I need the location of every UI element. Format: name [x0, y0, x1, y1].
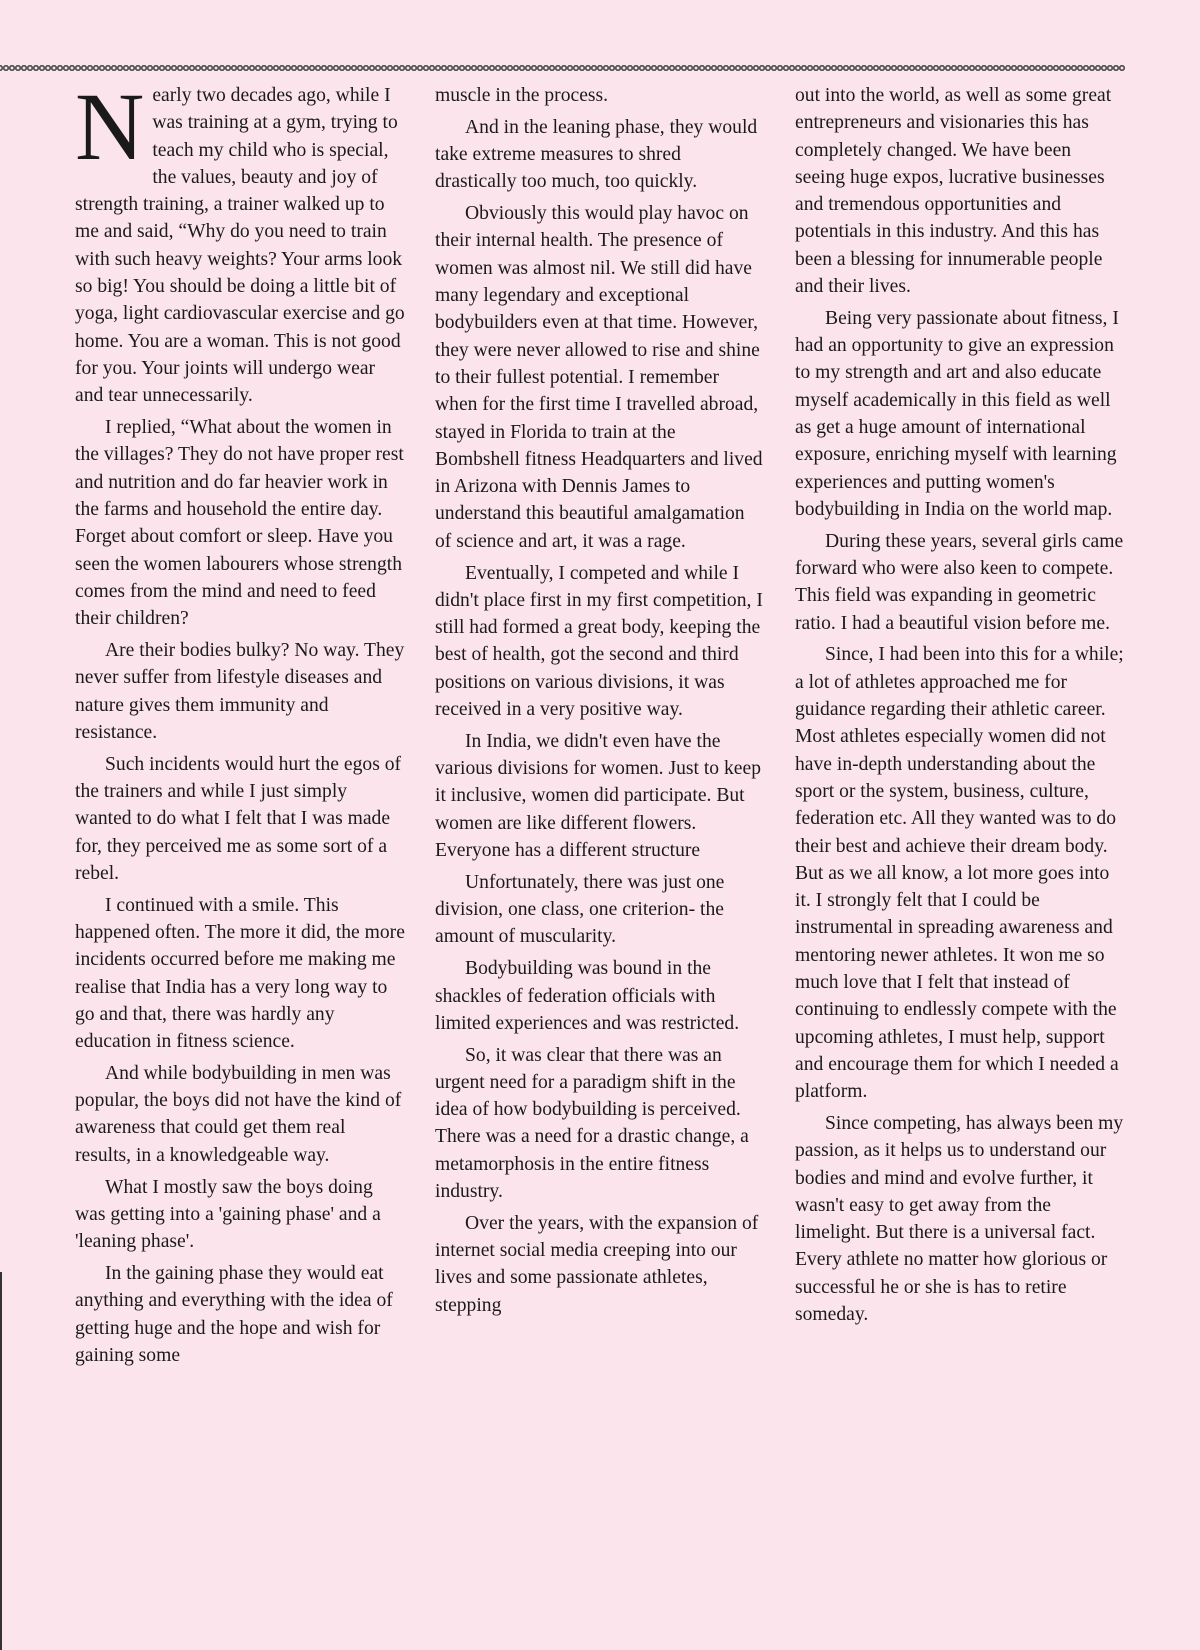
continued-paragraph: muscle in the process. [435, 85, 609, 106]
paragraph: And in the leaning phase, they would take extreme measures to shred drastically too much, too quickly. [435, 116, 758, 193]
paragraph: Since, I had been into this for a while; a lot of athletes approached me for guidance regarding their athletic career. Most athletes especially women did not have in-depth understanding about the sport or the system, business, culture, federation etc. All they wanted was to do their best and achieve their dream body. But as we all know, a lot more goes into it. I strongly felt that I could be instrumental in spreading awareness and mentoring newer athletes. It won me so much love that I felt that instead of continuing to endlessly compete with the upcoming athletes, I must help, support and encourage them for which I needed a platform. [795, 644, 1124, 1103]
paragraph: I replied, “What about the women in the villages? They do not have proper rest and nutrition and do far heavier work in the farms and household the entire day. Forget about comfort or sleep. Have you seen the women labourers whose strength comes from the mind and need to feed their children? [75, 417, 404, 630]
paragraph: Are their bodies bulky? No way. They never suffer from lifestyle diseases and nature gives them immunity and resistance. [75, 639, 405, 743]
paragraph: Being very passionate about fitness, I had an opportunity to give an expression to my strength and art and also educate myself academically in this field as well as get a huge amount of international exposure, enriching myself with learning experiences and putting women's bodybuilding in India on the world map. [795, 307, 1119, 520]
paragraph: Unfortunately, there was just one division, one class, one criterion- the amount of muscularity. [435, 871, 725, 948]
paragraph: Over the years, with the expansion of internet social media creeping into our lives and some passionate athletes, stepping [435, 1212, 759, 1316]
drop-cap: N [75, 73, 145, 180]
paragraph: And while bodybuilding in men was popular, the boys did not have the kind of awareness that could get them real results, in a knowledgeable way. [75, 1062, 402, 1166]
paragraph: During these years, several girls came forward who were also keen to compete. This field was expanding in geometric ratio. I had a beautiful vision before me. [795, 530, 1124, 634]
paragraph: Bodybuilding was bound in the shackles of federation officials with limited experiences and was restricted. [435, 958, 740, 1034]
paragraph: In the gaining phase they would eat anything and everything with the idea of getting huge and the hope and wish for gaining some [75, 1262, 393, 1366]
opening-paragraph [75, 73, 405, 410]
paragraph: Eventually, I competed and while I didn't place first in my first competition, I still had formed a great body, keeping the best of health, got the second and third positions on various divisions, it was received in a very positive way. [435, 562, 763, 721]
paragraph: Since competing, has always been my passion, as it helps us to understand our bodies and mind and evolve further, it wasn't easy to get away from the limelight. But there is a universal fact. Every athlete no matter how glorious or successful he or she is has to retire someday. [795, 1112, 1124, 1326]
page-edge-line [0, 1272, 2, 1650]
decorative-top-border [0, 64, 1125, 73]
paragraph: What I mostly saw the boys doing was getting into a 'gaining phase' and a 'leaning phase'. [75, 1176, 381, 1253]
paragraph: Such incidents would hurt the egos of the trainers and while I just simply wanted to do what I felt that I was made for, they perceived me as some sort of a rebel. [75, 753, 402, 884]
paragraph: So, it was clear that there was an urgent need for a paradigm shift in the idea of how bodybuilding is perceived. There was a need for a drastic change, a metamorphosis in the entire fitness industry. [435, 1044, 749, 1203]
article-column-2 [435, 82, 765, 1324]
paragraph: Obviously this would play havoc on their internal health. The presence of women was almost nil. We still did have many legendary and exceptional bodybuilders even at that time. However, they were never allowed to rise and shine to their fullest potential. I remember when for the first time I travelled abroad, stayed in Florida to train at the Bombshell fitness Headquarters and lived in Arizona with Dennis James to understand this beautiful amalgamation of science and art, it was a rage. [435, 203, 763, 552]
opening-paragraph-text: early two decades ago, while I was training at a gym, trying to teach my child who is special, the values, beauty and joy of strength training, a trainer walked up to me and said, “Why do you need to train with such heavy weights? Your arms look so big! You should be doing a little bit of yoga, light cardiovascular exercise and go home. You are a woman. This is not good for you. Your joints will undergo wear and tear unnecessarily. [75, 85, 405, 407]
article-column-3 [795, 82, 1125, 1333]
paragraph: I continued with a smile. This happened often. The more it did, the more incidents occurred before me making me realise that India has a very long way to go and that, there was hardly any education in fitness science. [75, 894, 405, 1053]
paragraph: In India, we didn't even have the various divisions for women. Just to keep it inclusive, women did participate. But women are like different flowers. Everyone has a different structure [435, 730, 761, 862]
continued-paragraph: out into the world, as well as some great entrepreneurs and visionaries this has completely changed. We have been seeing huge expos, lucrative businesses and tremendous opportunities and potentials in this industry. And this has been a blessing for innumerable people and their lives. [795, 85, 1112, 298]
article-column-1 [75, 73, 405, 1374]
